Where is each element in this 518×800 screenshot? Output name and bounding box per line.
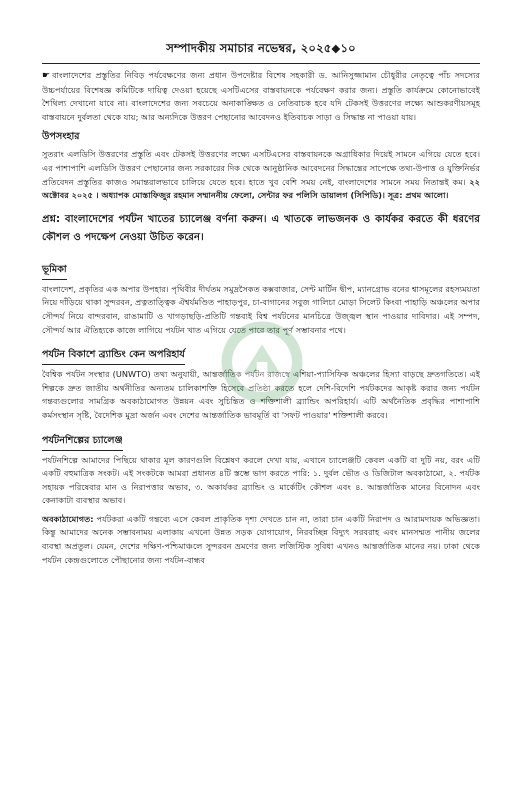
intro-section-heading: ভূমিকা [42, 263, 67, 280]
conclusion-heading: উপসংহার [42, 131, 80, 143]
intro-text: বাংলাদেশের প্রস্তুতির নিবিড় পর্যবেক্ষণের জন্য প্রধান উপদেষ্টার বিশেষ সহকারী ড. আনিসুজ্জামান চৌধুরীর নেতৃত্বে পাঁচ সদস্যের উচ্চপর্যায়ের বিশেষজ্ঞ কমিটিকে দায়িত্ব দেওয়া হয়েছে এসটিএসের বাস্তবায়নকে পর্যবেক্ষণ করার জন্য। প্রস্তুতি কার্যক্রমে কোনোভাবেই শৈথিল্য দেখানো যাবে না। বাংলাদেশের জন্য সবচেয়ে অনাকাঙ্ক্ষিত ও নেতিবাচক হবে যদি টেকসই উত্তরণের লক্ষ্যে আশুকরণীয়সমূহ বাস্তবায়নে দুর্বলতা থেকে যায়; আর অন্যদিকে উত্তরণ পেছানোর আবেদনও ইতিবাচক সাড়া ও সিদ্ধান্ত না পাওয়া যায়। [42, 70, 480, 122]
conclusion-text: সুতরাং এলডিসি উত্তরণের প্রস্তুতি এবং টেকসই উত্তরণের লক্ষ্যে এসটিএসের বাস্তবায়নকে অগ্রাধিকার দিয়েই সামনে এগিয়ে যেতে হবে। এর পাশাপাশি এলডিসি উত্তরণ পেছানোর জন্য সরকারের দিক থেকে আনুষ্ঠানিক আবেদনের সিদ্ধান্তের সাপেক্ষে তথ্য-উপাত্ত ও যুক্তিনির্ভর প্রতিবেদন প্রস্তুতির কাজও সমান্তরালভাবে চালিয়ে যেতে হবে। হাতে খুব বেশি সময় নেই, বাংলাদেশের সামনে সময় নিতান্তই কম। [42, 149, 480, 187]
infrastructure-text: পর্যটকরা একটি গন্তব্যে এসে কেবল প্রাকৃতিক দৃশ্য দেখতে চান না, তারা চান একটি নিরাপদ ও আরামদায়ক অভিজ্ঞতা। কিন্তু আমাদের অনেক সম্ভাবনাময় এলাকায় এখনো উন্নত সড়ক যোগাযোগ, নিরবচ্ছিন্ন বিদ্যুৎ সরবরাহ এবং মানসম্মত পানীয় জলের ব্যবস্থা অপ্রতুল। যেমন, দেশের দক্ষিণ-পশ্চিমাঞ্চলে সুন্দরবন ভ্রমণের জন্য লজিস্টিক সুবিধা এখনও আন্তর্জাতিক মানের নয়। ঢাকা থেকে পর্যটন কেন্দ্রগুলোতে পৌছানোর জন্য পর্যটন-বান্ধব [42, 513, 480, 565]
branding-heading: পর্যটন বিকাশে ব্র্যান্ডিং কেন অপরিহার্য [42, 348, 185, 365]
page-header: সম্পাদকীয় সমাচার নভেম্বর, ২০২৫◆১০ [166, 41, 356, 55]
source-credit: ২২ অক্টোবর ২০২৫ । অধ্যাপক মোস্তাফিজুর রহমান সম্মাননীয় ফেলো, সেন্টার ফর পলিসি ডায়ালগ (সিপিডি)। সূত্র: প্রথম আলো। [42, 176, 480, 201]
question-text: প্রশ্ন: বাংলাদেশের পর্যটন খাতের চ্যালেঞ্জ বর্ণনা করুন। এ খাতকে লাভজনক ও কার্যকর করতে কী ধরণের কৌশল ও পদক্ষেপ নেওয়া উচিত করেন। [42, 213, 480, 243]
conclusion-paragraph [42, 148, 480, 202]
intro-paragraph [42, 69, 480, 124]
branding-paragraph: বৈশ্বিক পর্যটন সংস্থার (UNWTO) তথ্য অনুযায়ী, আন্তর্জাতিক পর্যটন রাজস্বে এশিয়া-প্যাসিফিক অঞ্চলের হিস্যা বাড়ছে দ্রুতগতিতে। এই শিল্পকে দ্রুত জাতীয় অর্থনীতির অন্যতম চালিকাশক্তি হিসেবে প্রতিষ্ঠা করতে হলে দেশি-বিদেশি পর্যটকদের আকৃষ্ট করার জন্য পর্যটন গন্তব্যগুলোর সামগ্রিক অবকাঠামোগত উন্নয়ন এবং সুচিন্তিত ও শক্তিশালী ব্র্যান্ডিং অপরিহার্য। এটি অর্থনৈতিক প্রবৃদ্ধির পাশাপাশি কর্মসংস্থান সৃষ্টি, বৈদেশিক মুদ্রা অর্জন এবং দেশের আন্তর্জাতিক ভাবমূর্তি বা 'সফট পাওয়ার' শক্তিশালী করবে। [42, 369, 480, 420]
intro-section-paragraph: বাংলাদেশ, প্রকৃতির এক অপার উপহার। পৃথিবীর দীর্ঘতম সমুদ্রসৈকত কক্সবাজার, সেন্ট মার্টিন দ্বীপ, ম্যানগ্রোভ বনের শ্বাসমূলের রহস্যময়তা নিয়ে দাঁড়িয়ে থাকা সুন্দরবন, প্রত্নতাত্ত্বিক ঐশ্বর্যমণ্ডিত পাহাড়পুর, চা-বাগানের সবুজ গালিচা মোড়া সিলেট কিংবা পাহাড়ি অঞ্চলের অপার সৌন্দর্য নিয়ে বান্দরবান, রাঙামাটি ও খাগড়াছড়ি-প্রতিটি গন্তব্যই বিশ্ব পর্যটনের মানচিত্রে উজ্জ্বল স্থান পাওয়ার দাবিদার। এই সম্পদ, সৌন্দর্য আর ঐতিহ্যকে কাজে লাগিয়ে পর্যটন খাত এগিয়ে যেতে পারে তার পূর্ণ সম্ভাবনার পথে। [42, 283, 480, 335]
header-divider [42, 63, 480, 64]
infrastructure-label: অবকাঠামোগত: [42, 513, 94, 524]
challenges-heading: পর্যটনশিল্পের চ্যালেঞ্জ [42, 434, 123, 451]
pointing-hand-icon: ☛ [42, 71, 51, 81]
challenges-paragraph: পর্যটনশিল্পে আমাদের পিছিয়ে থাকার মূল কারণগুলি বিশ্লেষণ করলে দেখা যায়, এখানে চ্যালেঞ্জটি কেবল একটি বা দুটি নয়, বরং এটি একটি বহুমাত্রিক সংকট। এই সংকটকে আমরা প্রধানত ৪টি স্তম্ভে ভাগ করতে পারি: ১. দুর্বল ভৌত ও ডিজিটাল অবকাঠামো, ২. পর্যটক সহায়ক পরিষেবার মান ও নিরাপত্তার অভাব, ৩. অকার্যকর ব্র্যান্ডিং ও মার্কেটিং কৌশল এবং ৪. আন্তর্জাতিক মানের বিনোদন এবং কেনাকাটা ব্যবস্থার অভাব। [42, 454, 480, 506]
infrastructure-paragraph [42, 513, 480, 567]
